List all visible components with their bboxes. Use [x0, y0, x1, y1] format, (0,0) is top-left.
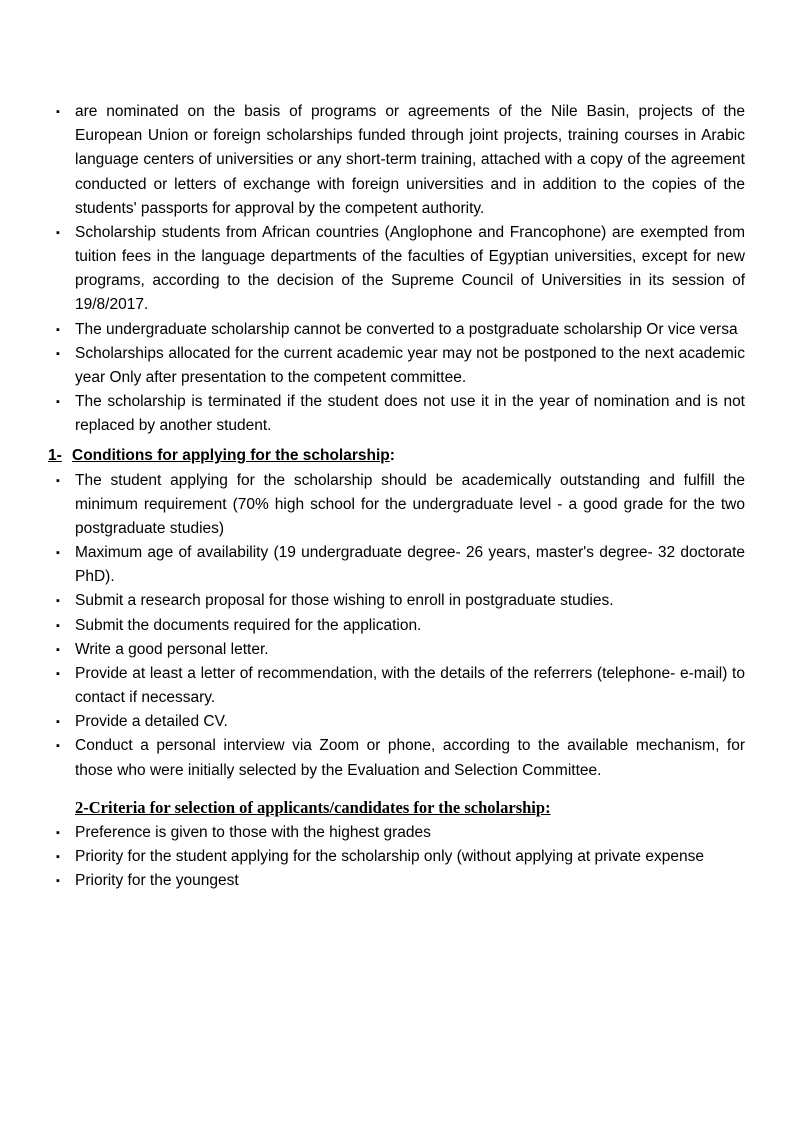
- square-bullet-icon: ▪: [56, 716, 60, 729]
- heading-colon: :: [389, 447, 395, 465]
- square-bullet-icon: ▪: [56, 106, 60, 118]
- list-item: [48, 638, 745, 662]
- square-bullet-icon: ▪: [56, 850, 60, 863]
- list-item: [48, 541, 745, 589]
- list-item-text: Write a good personal letter.: [75, 640, 269, 658]
- square-bullet-icon: ▪: [56, 226, 60, 239]
- square-bullet-icon: ▪: [56, 595, 60, 608]
- list-item-text: Submit the documents required for the application.: [75, 616, 422, 634]
- list-item-text: are nominated on the basis of programs or agreements of the Nile Basin, projects of the European Union or foreign scholarships funded through joint projects, training courses in Arabic language centers of universities or any short-term training, attached with a copy of the agreement conducted or letters of exchange with foreign universities and in addition to the copies of the students' passports for approval by the competent authority.: [75, 103, 745, 217]
- list-item-text: The student applying for the scholarship should be academically outstanding and fulfill the minimum requirement (70% high school for the undergraduate level - a good grade for the two postgraduate studies): [75, 471, 745, 537]
- list-item-text: Provide a detailed CV.: [75, 713, 228, 731]
- list-item-text: Conduct a personal interview via Zoom or phone, according to the available mechanism, for those who were initially selected by the Evaluation and Selection Committee.: [75, 737, 745, 779]
- square-bullet-icon: ▪: [56, 874, 60, 887]
- list-item: [48, 390, 745, 438]
- square-bullet-icon: ▪: [56, 667, 60, 680]
- list-item-text: Priority for the student applying for the scholarship only (without applying at private expense: [75, 847, 704, 865]
- list-item: [48, 342, 745, 390]
- list-item: [48, 318, 745, 342]
- list-item-text: Scholarship students from African countries (Anglophone and Francophone) are exempted from tuition fees in the language departments of the faculties of Egyptian universities, except for new programs, according to the decision of the Supreme Council of Universities in its session of 19/8/2017.: [75, 223, 745, 314]
- list-item: [48, 589, 745, 613]
- section-heading-criteria: 2-Criteria for selection of applicants/candidates for the scholarship:: [75, 797, 551, 817]
- square-bullet-icon: ▪: [56, 396, 60, 409]
- list-item: [48, 100, 745, 221]
- list-item: [48, 221, 745, 318]
- list-item: [48, 734, 745, 782]
- list-item: [48, 614, 745, 638]
- square-bullet-icon: ▪: [56, 474, 60, 487]
- list-item-text: The scholarship is terminated if the student does not use it in the year of nomination and is not replaced by another student.: [75, 393, 745, 435]
- list-item-text: Submit a research proposal for those wishing to enroll in postgraduate studies.: [75, 592, 614, 610]
- list-item: [48, 710, 745, 734]
- intro-bullet-list: [48, 100, 745, 438]
- list-item-text: Scholarships allocated for the current academic year may not be postponed to the next academic year Only after presentation to the competent committee.: [75, 344, 745, 386]
- square-bullet-icon: ▪: [56, 323, 60, 336]
- square-bullet-icon: ▪: [56, 547, 60, 560]
- square-bullet-icon: ▪: [56, 643, 60, 656]
- list-item-text: Maximum age of availability (19 undergraduate degree- 26 years, master's degree- 32 doctorate PhD).: [75, 544, 745, 586]
- list-item: [48, 821, 745, 845]
- section-heading-conditions: [48, 444, 745, 468]
- list-item: [48, 845, 745, 869]
- list-item: [48, 662, 745, 710]
- list-item-text: Preference is given to those with the highest grades: [75, 823, 431, 841]
- heading-title: Conditions for applying for the scholarship: [72, 447, 390, 465]
- list-item-text: Provide at least a letter of recommendation, with the details of the referrers (telephone- e-mail) to contact if necessary.: [75, 664, 745, 707]
- heading-number: 1-: [48, 447, 62, 465]
- list-item: [48, 469, 745, 542]
- list-item-text: Priority for the youngest: [75, 871, 239, 889]
- conditions-bullet-list: [48, 469, 745, 783]
- list-item: [48, 869, 745, 893]
- square-bullet-icon: ▪: [56, 826, 60, 839]
- list-item-text: The undergraduate scholarship cannot be converted to a postgraduate scholarship Or vice versa: [75, 320, 738, 338]
- square-bullet-icon: ▪: [56, 619, 60, 632]
- square-bullet-icon: ▪: [56, 740, 60, 753]
- square-bullet-icon: ▪: [56, 347, 60, 360]
- criteria-bullet-list: [48, 821, 745, 894]
